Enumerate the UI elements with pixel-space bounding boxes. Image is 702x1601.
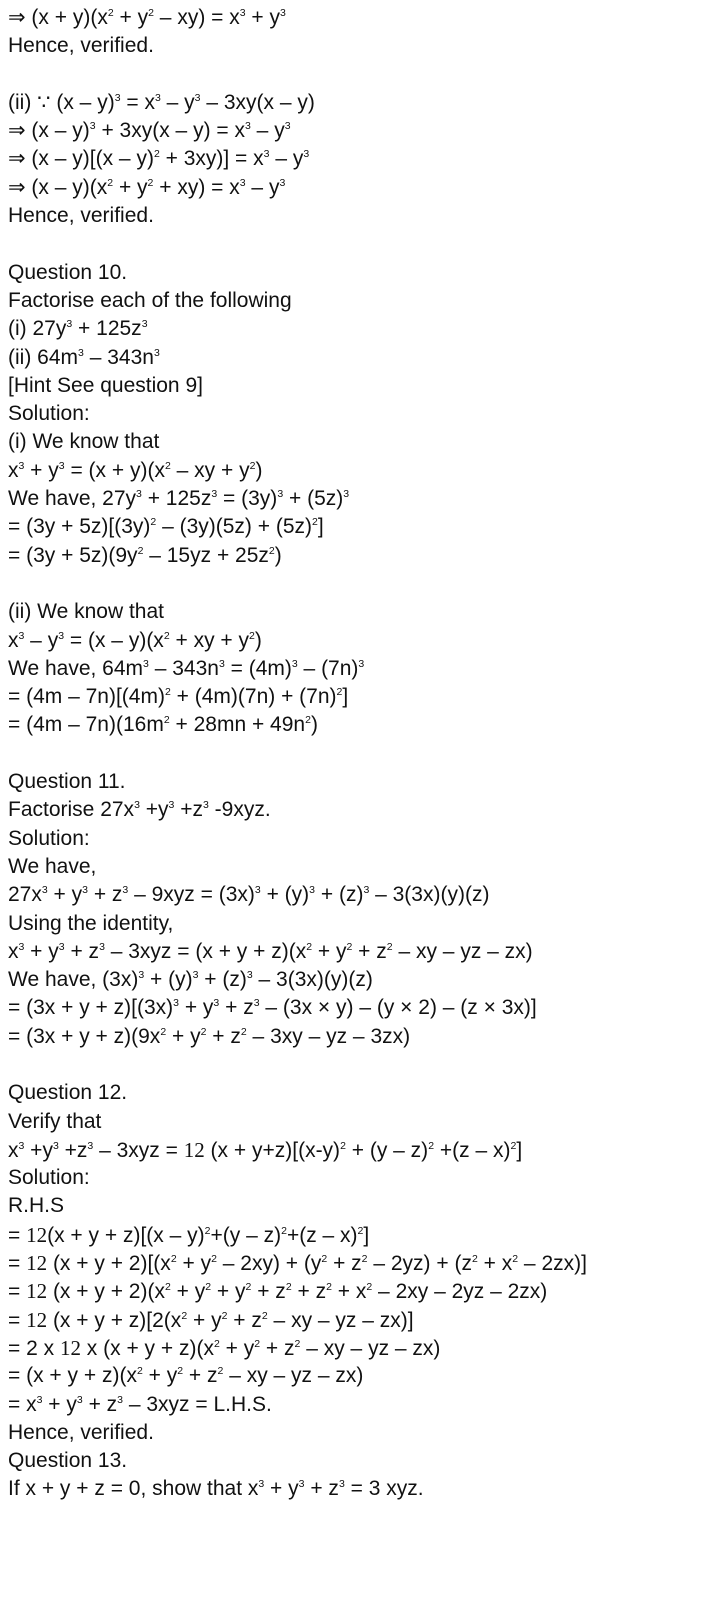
text-line: $x^3 + y^3 + z^3 - 3xyz = (x + y + z)(x^2 + y^2 + z^2$ – xy – yz – zx) [8, 939, 533, 963]
text-line: = 12 $(x + y + 2)[(x^2 + y^2 - 2xy) + (y^2 + z^2 - 2yz) + (z^2 + x^2 - 2zx)]$ [8, 1251, 587, 1276]
text-line: Using the identity, [8, 911, 174, 935]
text-line: Hence, verified. [8, 34, 154, 58]
text-line: Solution: [8, 826, 90, 850]
paragraph-gap [8, 740, 698, 768]
text-line: ⇒ $(x - y)[(x - y)^2 + 3xy)] = x^3 - y^3$ [8, 147, 310, 171]
text-line: Verify that [8, 1109, 102, 1133]
text-line: We have, $(3x)^3 + (y)^3 + (z)^3 - 3(3x)(y)(z)$ [8, 968, 373, 992]
text-line: = $(3x + y + z)(9x^2 + y^2 + z^2 - 3xy$ – yz – 3zx) [8, 1024, 411, 1048]
text-line: [Hint See question 9] [8, 373, 203, 397]
text-line: = $(x + y + z)(x^2 + y^2 + z^2$ – xy – yz – zx) [8, 1364, 364, 1388]
text-line: = 2 x 12 x $(x + y + z)(x^2 + y^2 + z^2$ – xy – yz – zx) [8, 1335, 441, 1360]
text-line: Hence, verified. [8, 204, 154, 228]
text-line: Question 12. [8, 1081, 128, 1105]
text-line: $x^3 - y^3 = (x - y)(x^2$ + xy + $y^2$) [8, 628, 262, 652]
paragraph-gap [8, 230, 698, 258]
text-line: ⇒ $(x - y)^3 + 3xy(x - y) = x^3 - y^3$ [8, 119, 291, 143]
text-line: = $(3y + 5z)(9y^2 - 15yz + 25z^2)$ [8, 543, 282, 567]
text-line: = $x^3 + y^3 + z^3 - 3xyz = L.H.S$. [8, 1392, 272, 1416]
text-line: = 12 $(x + y + z)[2(x^2 + y^2 + z^2$ – xy – yz – zx)] [8, 1307, 414, 1332]
text-line: (ii) We know that [8, 600, 164, 624]
text-line: (i) We know that [8, 430, 160, 454]
paragraph-gap [8, 570, 698, 598]
text-line: Question 13. [8, 1449, 128, 1473]
text-line: Factorise each of the following [8, 288, 292, 312]
text-line: $27x^3 + y^3 + z^3 - 9xyz = (3x)^3 + (y)^3 + (z)^3 - 3(3x)(y)(z)$ [8, 883, 490, 907]
text-line: = 12 $(x + y + 2)(x^2 + y^2 + y^2 + z^2 + z^2 + x^2 - 2xy - 2yz - 2zx)$ [8, 1279, 548, 1304]
text-line: = 12(x + y + z)[(x – y)$^2$+(y – z)$^2$+(z – x)$^2$] [8, 1222, 370, 1247]
document-page [8, 4, 698, 1504]
text-line: Solution: [8, 1166, 90, 1190]
text-line: Factorise $27x^3 +y^3 +z^3$ -9xyz. [8, 798, 271, 822]
text-line: If x + y + z = 0, show that $x^3 + y^3 + z^3 = 3$ xyz. [8, 1477, 424, 1501]
text-line: ⇒ $(x - y)(x^2 + y^2 + xy) = x^3 - y^3$ [8, 175, 286, 199]
text-line: We have, [8, 854, 97, 878]
text-line: (ii) $64m^3 - 343n^3$ [8, 345, 160, 369]
text-line: R.H.S [8, 1194, 65, 1218]
paragraph-gap [8, 61, 698, 89]
text-line: Hence, verified. [8, 1420, 154, 1444]
text-line: $x^3 +y^3 +z^3 - 3xyz = 12$ $(x + y+z)[(x-y)^2 + (y - z)^2 +(z - x)^2]$ [8, 1137, 523, 1162]
paragraph-gap [8, 1051, 698, 1079]
text-line: We have, $27y^3 + 125z^3 = (3y)^3 + (5z)^3$ [8, 487, 350, 511]
text-line: Solution: [8, 402, 90, 426]
text-line: = $(3y + 5z)[(3y)^2 - (3y)(5z) + (5z)^2]$ [8, 515, 324, 539]
text-line: = $(4m - 7n)[(4m)^2 + (4m)(7n) + (7n)^2]$ [8, 685, 349, 709]
text-line: = $(3x + y + z)[(3x)^3 + y^3 + z^3 - (3x \times y) - (y \times 2) - (z \times 3x)]$ [8, 996, 537, 1020]
text-line: We have, $64m^3 - 343n^3 = (4m)^3 - (7n)^3$ [8, 656, 365, 680]
text-line: (i) $27y^3 + 125z^3$ [8, 317, 148, 341]
text-line: = $(4m - 7n)(16m^2 + 28mn + 49n^2)$ [8, 713, 318, 737]
text-line: Question 10. [8, 260, 128, 284]
text-line: $x^3 + y^3 = (x + y)(x^2$ – xy + $y^2$) [8, 458, 263, 482]
text-line: (ii) ∵ $(x - y)^3 = x^3 - y^3 - 3xy(x - y)$ [8, 90, 315, 114]
text-line: ⇒ $(x + y)(x^2 + y^2 - xy) = x^3 + y^3$ [8, 6, 286, 29]
text-line: Question 11. [8, 770, 126, 794]
